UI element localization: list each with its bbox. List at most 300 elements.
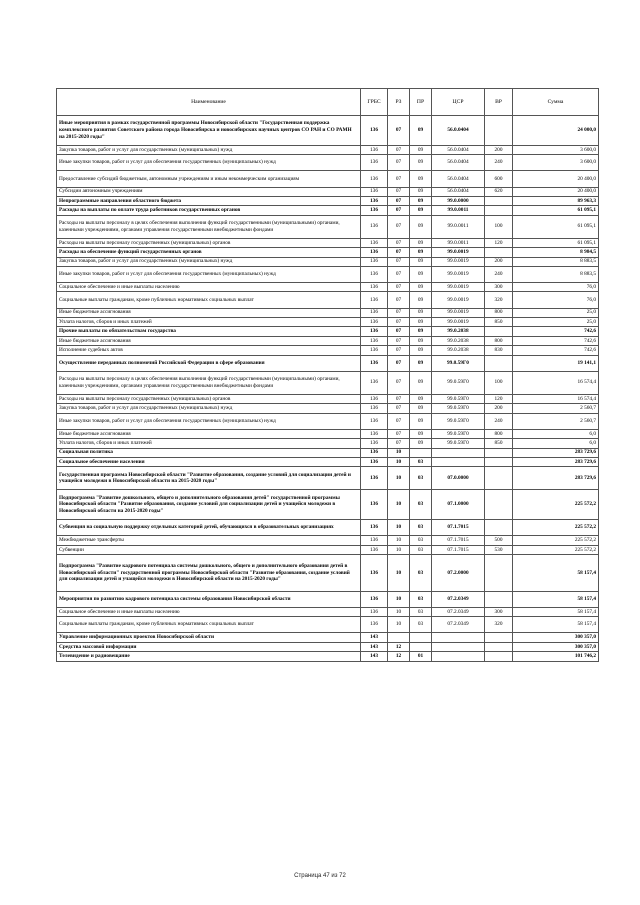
table-row (57, 308, 599, 317)
row-rz: 10 (388, 607, 410, 616)
row-pr: 09 (410, 439, 432, 448)
row-csr: 99.0.59Г0 (432, 439, 485, 448)
row-vr: 100 (485, 215, 513, 238)
row-grbs: 136 (361, 196, 388, 205)
row-grbs: 136 (361, 346, 388, 355)
row-csr (432, 642, 485, 651)
row-name: Субвенция на социальную поддержку отдельных категорий детей, обучающихся в образовательных организациях (57, 520, 361, 536)
row-pr (410, 448, 432, 457)
row-name: Непрограммные направления областного бюджета (57, 196, 361, 205)
row-name: Подпрограмма "Развитие дошкольного, общего и дополнительного образования детей" государственной программы Новосибирской области "Развитие образования, создание условий для социализации детей и учащейся молодежи в Новосибирской области на 2015-2020 годы" (57, 490, 361, 520)
row-grbs: 136 (361, 187, 388, 196)
row-vr (485, 206, 513, 215)
table-row (57, 292, 599, 308)
table-row (57, 215, 599, 238)
row-grbs: 136 (361, 490, 388, 520)
row-name: Средства массовой информации (57, 642, 361, 651)
header-rz: РЗ (388, 89, 410, 116)
row-csr: 99.0.59Г0 (432, 371, 485, 394)
row-rz: 10 (388, 545, 410, 554)
row-pr: 09 (410, 394, 432, 403)
table-row (57, 607, 599, 616)
row-rz: 07 (388, 336, 410, 345)
row-csr: 07.1.7015 (432, 545, 485, 554)
row-grbs: 136 (361, 257, 388, 266)
row-vr: 240 (485, 413, 513, 429)
row-rz: 07 (388, 187, 410, 196)
row-pr (410, 633, 432, 642)
row-sum: 300 357,0 (513, 642, 599, 651)
row-csr: 99.0.0019 (432, 283, 485, 292)
row-sum: 225 572,2 (513, 520, 599, 536)
row-rz: 07 (388, 429, 410, 438)
row-vr: 800 (485, 308, 513, 317)
table-row (57, 257, 599, 266)
row-csr: 99.0.0019 (432, 248, 485, 257)
row-grbs: 136 (361, 292, 388, 308)
row-csr: 99.0.0019 (432, 266, 485, 282)
row-pr: 09 (410, 248, 432, 257)
row-vr: 300 (485, 607, 513, 616)
row-sum: 25,0 (513, 318, 599, 327)
row-grbs: 136 (361, 394, 388, 403)
row-vr (485, 520, 513, 536)
row-grbs: 143 (361, 633, 388, 642)
row-vr (485, 196, 513, 205)
row-name: Уплата налогов, сборов и иных платежей (57, 318, 361, 327)
table-row (57, 404, 599, 413)
row-grbs: 136 (361, 171, 388, 187)
row-sum: 61 095,1 (513, 215, 599, 238)
row-name: Социальные выплаты гражданам, кроме публичных нормативных социальных выплат (57, 617, 361, 633)
row-rz: 07 (388, 257, 410, 266)
row-vr: 100 (485, 371, 513, 394)
row-vr (485, 116, 513, 146)
row-grbs: 136 (361, 413, 388, 429)
row-csr: 99.0.2038 (432, 336, 485, 345)
row-csr: 07.2.0349 (432, 591, 485, 607)
row-name: Субсидии автономным учреждениям (57, 187, 361, 196)
row-grbs: 136 (361, 327, 388, 336)
row-csr: 99.0.59Г0 (432, 413, 485, 429)
row-pr: 03 (410, 607, 432, 616)
row-grbs: 143 (361, 652, 388, 661)
row-sum: 225 572,2 (513, 536, 599, 545)
table-row (57, 652, 599, 661)
row-vr: 200 (485, 145, 513, 154)
row-grbs: 136 (361, 238, 388, 247)
row-grbs: 136 (361, 266, 388, 282)
row-vr: 530 (485, 545, 513, 554)
row-vr (485, 327, 513, 336)
page-footer: Страница 47 из 72 (294, 873, 346, 879)
row-vr: 600 (485, 171, 513, 187)
row-rz: 07 (388, 145, 410, 154)
row-csr: 99.0.0019 (432, 308, 485, 317)
table-row (57, 555, 599, 592)
row-pr: 09 (410, 308, 432, 317)
row-rz: 10 (388, 555, 410, 592)
row-sum: 6,0 (513, 439, 599, 448)
table-row (57, 394, 599, 403)
table-row (57, 336, 599, 345)
row-pr: 09 (410, 187, 432, 196)
table-row (57, 248, 599, 257)
header-vr: ВР (485, 89, 513, 116)
row-csr: 99.0.59Г0 (432, 394, 485, 403)
row-grbs: 136 (361, 371, 388, 394)
table-row (57, 413, 599, 429)
row-grbs: 136 (361, 607, 388, 616)
row-name: Иные бюджетные ассигнования (57, 336, 361, 345)
row-rz: 07 (388, 327, 410, 336)
row-rz: 07 (388, 215, 410, 238)
table-row (57, 318, 599, 327)
table-row (57, 266, 599, 282)
row-vr (485, 633, 513, 642)
row-vr: 240 (485, 266, 513, 282)
row-grbs: 136 (361, 283, 388, 292)
row-vr (485, 355, 513, 371)
row-csr: 99.0.0011 (432, 206, 485, 215)
row-sum: 58 157,4 (513, 607, 599, 616)
row-pr: 09 (410, 155, 432, 171)
table-row (57, 439, 599, 448)
row-vr: 320 (485, 617, 513, 633)
row-vr (485, 591, 513, 607)
row-sum: 24 000,0 (513, 116, 599, 146)
header-sum: Сумма (513, 89, 599, 116)
table-body (57, 116, 599, 662)
row-rz: 07 (388, 238, 410, 247)
row-pr: 09 (410, 116, 432, 146)
row-rz: 07 (388, 196, 410, 205)
row-rz: 12 (388, 642, 410, 651)
row-sum: 283 729,6 (513, 467, 599, 490)
row-pr: 01 (410, 652, 432, 661)
row-rz: 10 (388, 467, 410, 490)
row-sum: 8 883,5 (513, 266, 599, 282)
row-pr: 09 (410, 336, 432, 345)
row-name: Социальная политика (57, 448, 361, 457)
row-sum: 25,0 (513, 308, 599, 317)
table-row (57, 545, 599, 554)
header-grbs: ГРБС (361, 89, 388, 116)
row-sum: 283 729,6 (513, 448, 599, 457)
row-csr: 07.2.0000 (432, 555, 485, 592)
table-row (57, 355, 599, 371)
row-sum: 76,0 (513, 292, 599, 308)
row-vr: 800 (485, 429, 513, 438)
row-grbs: 136 (361, 248, 388, 257)
row-rz: 07 (388, 371, 410, 394)
row-rz: 07 (388, 355, 410, 371)
row-pr: 09 (410, 292, 432, 308)
row-pr: 09 (410, 238, 432, 247)
row-pr: 03 (410, 591, 432, 607)
row-name: Расходы на выплаты по оплате труда работников государственных органов (57, 206, 361, 215)
row-csr: 99.0.0000 (432, 196, 485, 205)
row-pr: 09 (410, 318, 432, 327)
row-vr: 240 (485, 155, 513, 171)
row-name: Государственная программа Новосибирской области "Развитие образования, создание условий для социализации детей и учащейся молодежи в Новосибирской области на 2015-2020 годы" (57, 467, 361, 490)
row-grbs: 136 (361, 206, 388, 215)
row-vr: 200 (485, 257, 513, 266)
row-csr: 56.0.0404 (432, 145, 485, 154)
row-name: Исполнение судебных актов (57, 346, 361, 355)
row-sum: 58 157,4 (513, 591, 599, 607)
row-rz: 10 (388, 536, 410, 545)
row-pr: 03 (410, 545, 432, 554)
row-grbs: 136 (361, 429, 388, 438)
row-rz: 10 (388, 490, 410, 520)
row-pr: 09 (410, 404, 432, 413)
row-grbs: 136 (361, 318, 388, 327)
row-name: Иные мероприятия в рамках государственной программы Новосибирской области "Государственная поддержка комплексного развития Советского района города Новосибирска и новосибирских научных центров СО РАН и СО РАМН на 2015-2020 годы" (57, 116, 361, 146)
row-pr: 03 (410, 490, 432, 520)
row-pr: 09 (410, 145, 432, 154)
row-rz: 07 (388, 308, 410, 317)
row-pr: 03 (410, 617, 432, 633)
row-rz: 07 (388, 206, 410, 215)
row-sum: 61 095,1 (513, 238, 599, 247)
row-grbs: 136 (361, 116, 388, 146)
row-csr: 99.0.59Г0 (432, 355, 485, 371)
row-vr: 120 (485, 394, 513, 403)
row-sum: 2 560,7 (513, 413, 599, 429)
row-csr: 07.2.0349 (432, 607, 485, 616)
table-row (57, 617, 599, 633)
row-name: Уплата налогов, сборов и иных платежей (57, 439, 361, 448)
row-rz: 07 (388, 116, 410, 146)
row-csr: 07.1.0000 (432, 490, 485, 520)
row-name: Социальное обеспечение населения (57, 457, 361, 466)
row-pr: 09 (410, 257, 432, 266)
row-csr: 99.0.59Г0 (432, 429, 485, 438)
row-sum: 742,6 (513, 336, 599, 345)
row-sum: 3 600,0 (513, 145, 599, 154)
row-vr (485, 490, 513, 520)
row-vr: 850 (485, 318, 513, 327)
table-row (57, 283, 599, 292)
row-name: Межбюджетные трансферты (57, 536, 361, 545)
row-vr (485, 555, 513, 592)
row-grbs: 136 (361, 145, 388, 154)
table-row (57, 490, 599, 520)
row-csr: 99.0.0019 (432, 292, 485, 308)
row-pr: 09 (410, 371, 432, 394)
row-csr: 07.1.7015 (432, 520, 485, 536)
header-csr: ЦСР (432, 89, 485, 116)
row-pr: 03 (410, 536, 432, 545)
table-row (57, 116, 599, 146)
row-rz: 07 (388, 318, 410, 327)
row-vr (485, 642, 513, 651)
row-sum: 76,0 (513, 283, 599, 292)
row-grbs: 136 (361, 448, 388, 457)
table-row (57, 187, 599, 196)
row-name: Прочие выплаты по обязательствам государства (57, 327, 361, 336)
row-rz: 07 (388, 413, 410, 429)
row-grbs: 136 (361, 467, 388, 490)
table-row (57, 591, 599, 607)
row-name: Закупка товаров, работ и услуг для государственных (муниципальных) нужд (57, 257, 361, 266)
row-name: Иные бюджетные ассигнования (57, 308, 361, 317)
row-pr: 09 (410, 206, 432, 215)
row-rz (388, 633, 410, 642)
row-vr: 300 (485, 283, 513, 292)
row-name: Расходы на выплаты персоналу государственных (муниципальных) органов (57, 394, 361, 403)
row-grbs: 136 (361, 308, 388, 317)
row-rz: 07 (388, 283, 410, 292)
row-name: Иные закупки товаров, работ и услуг для обеспечения государственных (муниципальных) нужд (57, 266, 361, 282)
table-row (57, 520, 599, 536)
row-pr (410, 642, 432, 651)
row-grbs: 136 (361, 355, 388, 371)
row-sum: 742,6 (513, 346, 599, 355)
row-csr (432, 652, 485, 661)
row-name: Иные закупки товаров, работ и услуг для обеспечения государственных (муниципальных) нужд (57, 155, 361, 171)
row-grbs: 136 (361, 536, 388, 545)
row-csr: 99.0.0011 (432, 238, 485, 247)
row-pr: 09 (410, 327, 432, 336)
table-row (57, 633, 599, 642)
row-pr: 09 (410, 215, 432, 238)
table-row (57, 171, 599, 187)
row-vr (485, 448, 513, 457)
row-sum: 58 157,4 (513, 617, 599, 633)
row-grbs: 136 (361, 457, 388, 466)
row-rz: 12 (388, 652, 410, 661)
row-name: Предоставление субсидий бюджетным, автономным учреждениям и иным некоммерческим организациям (57, 171, 361, 187)
row-name: Закупка товаров, работ и услуг для государственных (муниципальных) нужд (57, 404, 361, 413)
row-name: Подпрограмма "Развитие кадрового потенциала системы дошкольного, общего и дополнительного образования детей в Новосибирской области" государственной программы Новосибирской области "Развитие образования, создание условий для социализации детей и учащейся молодежи в Новосибирской области на 2015-2020 годы" (57, 555, 361, 592)
row-rz: 10 (388, 591, 410, 607)
row-grbs: 136 (361, 336, 388, 345)
row-pr: 09 (410, 355, 432, 371)
row-sum: 20 400,0 (513, 171, 599, 187)
row-sum: 19 141,1 (513, 355, 599, 371)
row-vr (485, 652, 513, 661)
row-sum: 16 574,4 (513, 371, 599, 394)
table-row (57, 371, 599, 394)
row-grbs: 136 (361, 404, 388, 413)
row-name: Социальное обеспечение и иные выплаты населению (57, 607, 361, 616)
row-csr: 99.0.2038 (432, 327, 485, 336)
row-grbs: 136 (361, 545, 388, 554)
row-grbs: 136 (361, 555, 388, 592)
row-sum: 8 883,5 (513, 257, 599, 266)
row-sum: 8 984,5 (513, 248, 599, 257)
row-sum: 16 574,4 (513, 394, 599, 403)
row-grbs: 136 (361, 439, 388, 448)
row-csr: 99.0.0011 (432, 215, 485, 238)
row-vr: 200 (485, 404, 513, 413)
row-sum: 6,0 (513, 429, 599, 438)
row-sum: 742,6 (513, 327, 599, 336)
row-sum: 89 963,3 (513, 196, 599, 205)
row-grbs: 136 (361, 617, 388, 633)
table-row (57, 457, 599, 466)
row-vr: 850 (485, 439, 513, 448)
row-name: Расходы на обеспечение функций государственных органов (57, 248, 361, 257)
row-sum: 283 729,6 (513, 457, 599, 466)
row-rz: 07 (388, 292, 410, 308)
row-rz: 07 (388, 404, 410, 413)
row-grbs: 136 (361, 155, 388, 171)
row-name: Социальное обеспечение и иные выплаты населению (57, 283, 361, 292)
table-row (57, 429, 599, 438)
row-name: Иные бюджетные ассигнования (57, 429, 361, 438)
table-row (57, 536, 599, 545)
row-csr (432, 448, 485, 457)
row-csr: 56.0.0404 (432, 171, 485, 187)
table-row (57, 196, 599, 205)
row-name: Расходы на выплаты персоналу государственных (муниципальных) органов (57, 238, 361, 247)
row-pr: 03 (410, 467, 432, 490)
table-row (57, 467, 599, 490)
row-csr: 56.0.0404 (432, 187, 485, 196)
row-name: Управление информационных проектов Новосибирской области (57, 633, 361, 642)
row-name: Иные закупки товаров, работ и услуг для обеспечения государственных (муниципальных) нужд (57, 413, 361, 429)
header-pr: ПР (410, 89, 432, 116)
row-vr: 320 (485, 292, 513, 308)
row-sum: 225 572,2 (513, 490, 599, 520)
row-pr: 09 (410, 413, 432, 429)
row-pr: 09 (410, 283, 432, 292)
row-pr: 03 (410, 520, 432, 536)
row-rz: 10 (388, 448, 410, 457)
table-header-row (57, 89, 599, 116)
row-sum: 3 600,0 (513, 155, 599, 171)
table-row (57, 238, 599, 247)
row-csr: 99.0.0019 (432, 318, 485, 327)
row-vr (485, 457, 513, 466)
row-sum: 101 746,2 (513, 652, 599, 661)
row-vr (485, 467, 513, 490)
row-rz: 07 (388, 439, 410, 448)
row-pr: 09 (410, 171, 432, 187)
row-rz: 07 (388, 346, 410, 355)
row-name: Социальные выплаты гражданам, кроме публичных нормативных социальных выплат (57, 292, 361, 308)
row-name: Субвенции (57, 545, 361, 554)
row-name: Телевидение и радиовещание (57, 652, 361, 661)
row-pr: 09 (410, 196, 432, 205)
row-rz: 07 (388, 394, 410, 403)
row-vr: 500 (485, 536, 513, 545)
table-row (57, 155, 599, 171)
row-name: Осуществление переданных полномочий Российской Федерации в сфере образования (57, 355, 361, 371)
row-sum: 225 572,2 (513, 545, 599, 554)
budget-table (56, 88, 599, 662)
table-row (57, 642, 599, 651)
row-csr: 07.2.0349 (432, 617, 485, 633)
row-name: Мероприятия по развитию кадрового потенциала системы образования Новосибирской области (57, 591, 361, 607)
row-vr: 120 (485, 238, 513, 247)
row-rz: 07 (388, 248, 410, 257)
row-name: Закупка товаров, работ и услуг для государственных (муниципальных) нужд (57, 145, 361, 154)
row-vr (485, 248, 513, 257)
row-name: Расходы на выплаты персоналу в целях обеспечения выполнения функций государственными (муниципальными) органами, казенными учреждениями, органами управления государственными внебюджетными фондами (57, 371, 361, 394)
row-csr: 99.0.59Г0 (432, 404, 485, 413)
document-page (56, 88, 598, 662)
row-rz: 10 (388, 457, 410, 466)
table-row (57, 327, 599, 336)
row-csr: 56.0.0404 (432, 116, 485, 146)
row-rz: 10 (388, 520, 410, 536)
row-sum: 300 357,0 (513, 633, 599, 642)
row-pr: 09 (410, 429, 432, 438)
